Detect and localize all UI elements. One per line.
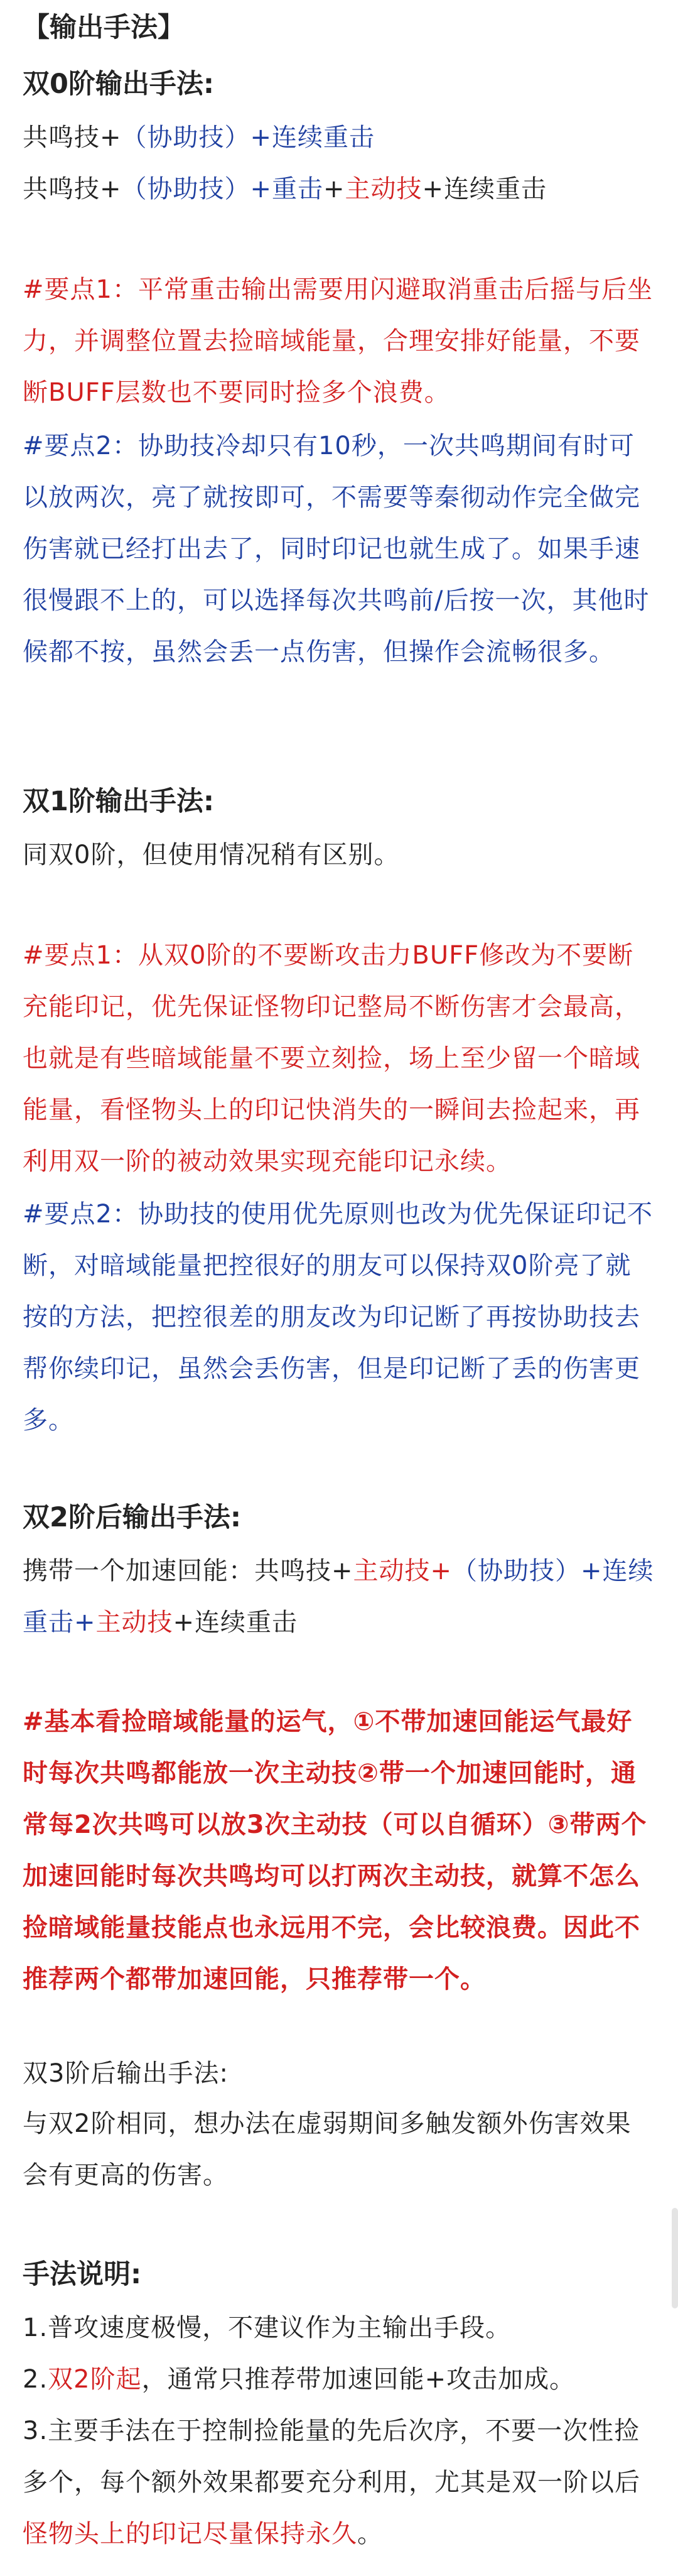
section-title: 【输出手法】 bbox=[23, 12, 185, 43]
dual0-combo-2 bbox=[23, 163, 657, 215]
text-run: 共鸣技+ bbox=[23, 175, 122, 204]
text-run: 2. bbox=[23, 2365, 48, 2394]
text-run: ，通常只推荐带加速回能+攻击加成。 bbox=[141, 2365, 576, 2394]
text-run: 主动技+ bbox=[353, 1557, 453, 1585]
text-run: 双2阶起 bbox=[48, 2365, 142, 2394]
dual3-text: 与双2阶相同，想办法在虚弱期间多触发额外伤害效果会有更高的伤害。 bbox=[23, 2109, 632, 2190]
text-run: 。 bbox=[357, 2519, 383, 2548]
text-run: （协助技）+连续重击 bbox=[121, 123, 375, 152]
dual1-point-2: #要点2：协助技的使用优先原则也改为优先保证印记不断，对暗域能量把控很好的朋友可以保持双0阶亮了就按的方法，把控很差的朋友改为印记断了再按协助技去帮你续印记，虽然会丢伤害，但是印记断了丢的伤害更多。 bbox=[23, 1200, 653, 1435]
dual2-heading: 双2阶后输出手法: bbox=[23, 1502, 242, 1533]
text-run: 主动技 bbox=[95, 1608, 173, 1637]
dual2-point: #基本看捡暗域能量的运气，①不带加速回能运气最好时每次共鸣都能放一次主动技②带一个加速回能时，通常每2次共鸣可以放3次主动技（可以自循环）③带两个加速回能时每次共鸣均可以打两次主动技，就算不怎么捡暗域能量技能点也永远用不完，会比较浪费。因此不推荐两个都带加速回能，只推荐带一个。 bbox=[23, 1707, 647, 1994]
dual1-point-1: #要点1：从双0阶的不要断攻击力BUFF修改为不要断充能印记，优先保证怪物印记整局不断伤害才会最高，也就是有些暗域能量不要立刻捡，场上至少留一个暗域能量，看怪物头上的印记快消失的一瞬间去捡起来，再利用双一阶的被动效果实现充能印记永续。 bbox=[23, 941, 640, 1176]
dual0-point-1: #要点1：平常重击输出需要用闪避取消重击后摇与后坐力，并调整位置去捡暗域能量，合理安排好能量，不要断BUFF层数也不要同时捡多个浪费。 bbox=[23, 275, 653, 407]
text-run: 携带一个加速回能：共鸣技+ bbox=[23, 1557, 353, 1585]
text-run: +连续重击 bbox=[422, 175, 547, 204]
dual0-heading: 双0阶输出手法: bbox=[23, 68, 215, 100]
explain-item-3 bbox=[23, 2405, 657, 2560]
text-run: 3.主要手法在于控制捡能量的先后次序，不要一次性捡多个，每个额外效果都要充分利用，尤其是双一阶以后 bbox=[23, 2416, 640, 2497]
text-run: （协助技）+ bbox=[121, 175, 272, 204]
dual3-heading: 双3阶后输出手法: bbox=[23, 2059, 229, 2088]
explain-item-1: 1.普攻速度极慢，不建议作为主输出手段。 bbox=[23, 2313, 512, 2342]
text-run: 主动技 bbox=[345, 175, 422, 204]
text-run: 怪物头上的印记尽量保持永久 bbox=[23, 2519, 357, 2548]
dual1-heading: 双1阶输出手法: bbox=[23, 786, 215, 817]
explain-heading: 手法说明: bbox=[23, 2259, 142, 2290]
text-run: 共鸣技+ bbox=[23, 123, 122, 152]
dual0-point-2: #要点2：协助技冷却只有10秒，一次共鸣期间有时可以放两次，亮了就按即可，不需要等秦彻动作完全做完伤害就已经打出去了，同时印记也就生成了。如果手速很慢跟不上的，可以选择每次共鸣前/后按一次，其他时候都不按，虽然会丢一点伤害，但操作会流畅很多。 bbox=[23, 432, 650, 666]
explain-item-2 bbox=[23, 2354, 657, 2405]
dual2-combo bbox=[23, 1545, 657, 1648]
scrollbar-thumb[interactable] bbox=[672, 2208, 678, 2308]
text-run: （协助技）+连续重击+ bbox=[23, 1557, 654, 1637]
dual0-combo-1 bbox=[23, 112, 657, 163]
dual1-note: 同双0阶，但使用情况稍有区别。 bbox=[23, 840, 400, 869]
text-run: + bbox=[323, 175, 345, 204]
text-run: 重击 bbox=[272, 175, 324, 204]
text-run: +连续重击 bbox=[173, 1608, 298, 1637]
